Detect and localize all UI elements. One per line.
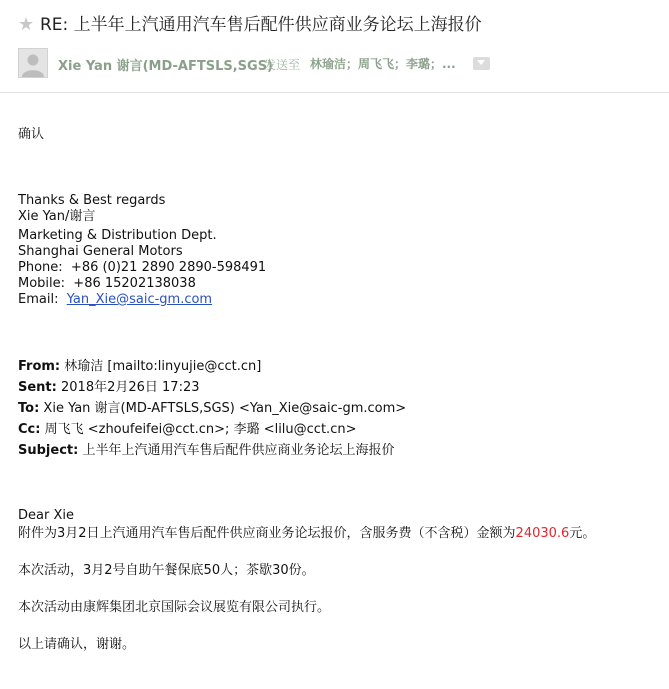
subject-label: Subject: [18,443,79,458]
quoted-from [18,358,261,376]
phone-label: Phone: [18,260,63,275]
to-value: Xie Yan 谢言(MD-AFTSLS,SGS) <Yan_Xie@saic-gm.com> [43,401,407,416]
from-label: From: [18,359,61,374]
phone-value: +86 (0)21 2890 2890-598491 [70,260,267,275]
quoted-subject [18,442,394,460]
header-divider [0,92,669,93]
sender-name[interactable]: Xie Yan 谢言(MD-AFTSLS,SGS) [58,59,273,74]
line1-suffix: 元。 [569,526,596,541]
message-line-3: 本次活动由康辉集团北京国际会议展览有限公司执行。 [18,600,331,615]
message-line-2: 本次活动，3月2号自助午餐保底50人；茶歇30份。 [18,563,315,578]
from-value: 林瑜洁 [mailto:linyujie@cct.cn] [64,359,262,374]
sender-row [18,48,658,78]
recipient-list[interactable]: 林瑜洁；周飞飞；李璐；... [310,57,456,71]
confirm-text: 确认 [18,127,45,142]
cc-value: 周飞飞 <zhoufeifei@cct.cn>; 李璐 <lilu@cct.cn> [44,422,357,437]
sent-to-label: 发送至 [264,58,301,72]
mobile-value: +86 15202138038 [73,276,196,291]
avatar[interactable] [18,48,48,78]
subject-value: 上半年上汽通用汽车售后配件供应商业务论坛上海报价 [82,443,395,458]
signature-company: Shanghai General Motors [18,244,183,259]
signature-email [18,292,212,308]
message-line-4: 以上请确认，谢谢。 [18,637,136,652]
to-label: To: [18,401,40,416]
signature-mobile [18,276,196,292]
email-subject: RE: 上半年上汽通用汽车售后配件供应商业务论坛上海报价 [40,15,482,35]
chevron-down-icon [477,60,485,65]
greeting: Dear Xie [18,508,74,523]
quoted-to [18,400,406,418]
email-label: Email: [18,292,59,307]
quoted-sent [18,379,200,397]
cc-label: Cc: [18,422,41,437]
signature-name: Xie Yan/谢言 [18,209,96,224]
email-header [0,0,669,92]
quoted-cc [18,421,356,439]
line1-prefix: 附件为3月2日上汽通用汽车售后配件供应商业务论坛报价，含服务费（不含税）金额为 [18,526,516,541]
amount-value: 24030.6 [515,526,570,541]
email-link[interactable]: Yan_Xie@saic-gm.com [66,292,213,307]
sent-label: Sent: [18,380,57,395]
signature-dept: Marketing & Distribution Dept. [18,228,217,243]
signature-phone [18,260,266,276]
mobile-label: Mobile: [18,276,66,291]
signature-regards: Thanks & Best regards [18,193,166,208]
star-icon[interactable]: ★ [18,14,35,35]
message-line-1 [18,526,595,542]
expand-recipients-button[interactable] [473,57,490,70]
sent-value: 2018年2月26日 17:23 [61,380,200,395]
